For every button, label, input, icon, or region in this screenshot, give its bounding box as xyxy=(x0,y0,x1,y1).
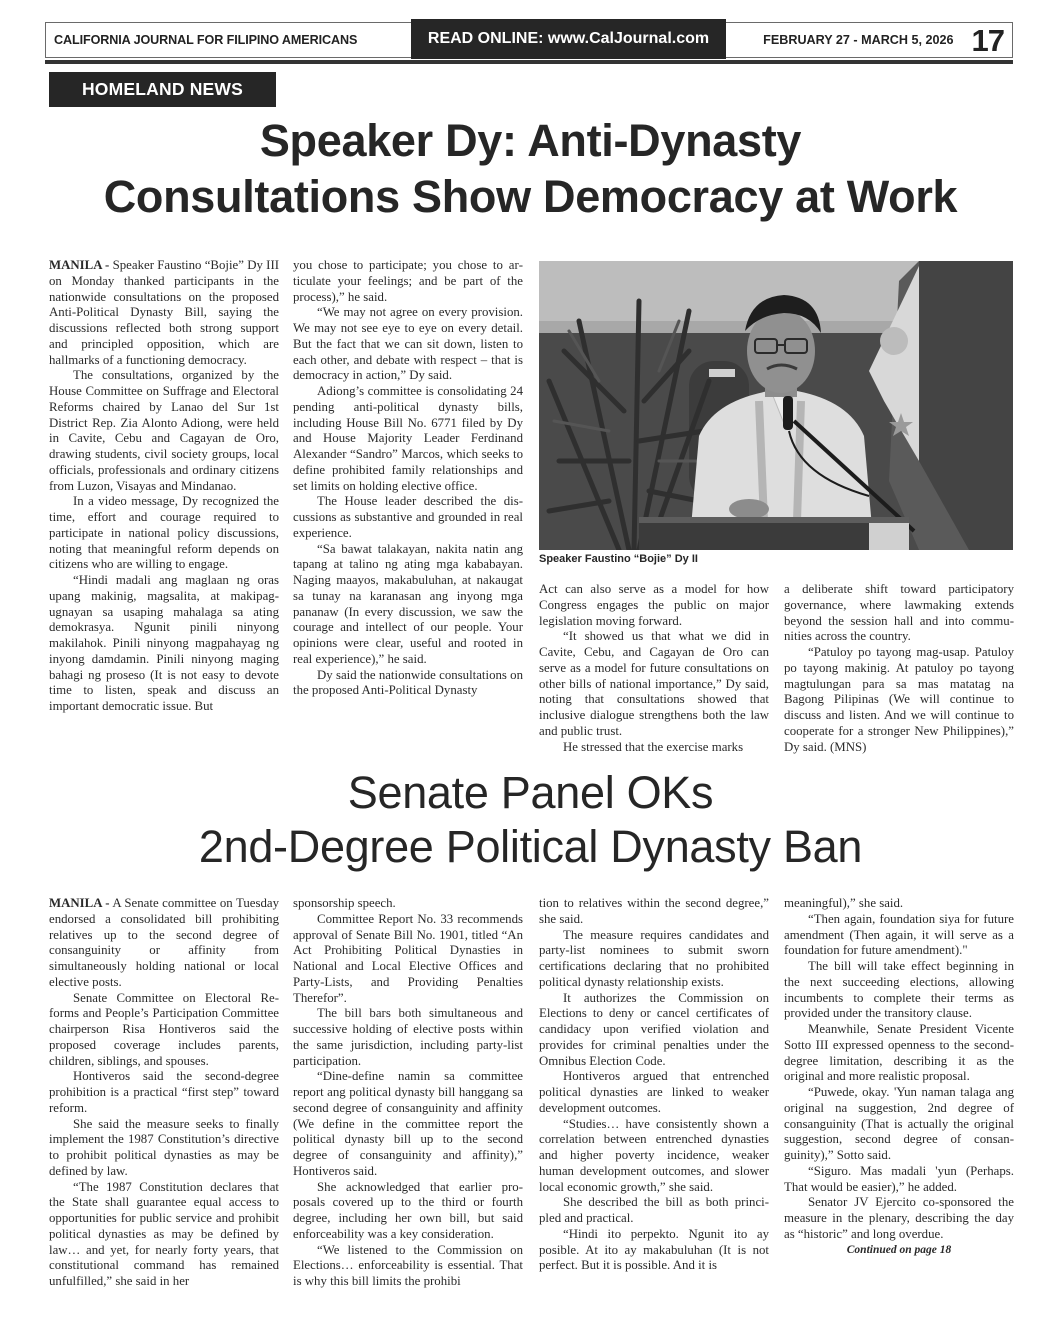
article2-column-2 xyxy=(293,896,523,1290)
article1-headline-line2: Consultations Show Democracy at Work xyxy=(103,171,958,222)
article1-column-2 xyxy=(293,258,523,699)
paragraph: Dy said the nationwide consultations on the proposed Anti-Political Dynasty xyxy=(293,667,523,698)
dateline: MANILA - xyxy=(49,896,110,910)
issue-date: FEBRUARY 27 - MARCH 5, 2026 xyxy=(763,33,954,47)
masthead-rule xyxy=(45,60,1013,64)
paragraph: you chose to participate; you chose to articulate your feelings; and be part of the process),” he said. xyxy=(293,258,523,304)
paragraph: Hontiveros argued that entrenched political dynasties are linked to weaker development outcomes. xyxy=(539,1069,769,1115)
paragraph: meaningful),” she said. xyxy=(784,896,904,910)
paragraph: “The 1987 Constitution declares that the State shall guarantee equal access to opportunities for public service and prohibit political dynasties as may be defined by law… and yet, for nearly forty years, that constitutional command has remained unfulfilled,” she said in her xyxy=(49,1179,279,1288)
dateline: MANILA - xyxy=(49,258,110,272)
article1-headline xyxy=(40,113,1021,225)
paragraph: The bill will take effect beginning in the next succeeding elections, allowing incumbents to complete their terms as provided under the transitory clause. xyxy=(784,959,1014,1021)
article2-column-4 xyxy=(784,896,1014,1258)
paragraph: The House leader described the discussions as substantive and grounded in real experience. xyxy=(293,494,523,540)
photo-caption: Speaker Faustino “Bojie” Dy II xyxy=(539,553,698,565)
publication-name: CALIFORNIA JOURNAL FOR FILIPINO AMERICANS xyxy=(54,33,358,47)
paragraph: “Hindi ito perpekto. Ngunit ito ay posible. At ito ay makabuluhan (It is not perfect. But it is possible. And it is xyxy=(539,1226,769,1273)
paragraph: sponsorship speech. xyxy=(293,896,396,910)
section-tag: HOMELAND NEWS xyxy=(49,72,276,107)
paragraph: “Dine-define namin sa committee report ang political dynasty bill hanggang sa second degree of consanguinity and affinity (We define in the committee report the political dynasty bill up to the second degree of consanguinity and affinity),” Hontiveros said. xyxy=(293,1069,523,1178)
paragraph: “Hindi madali ang maglaan ng oras upang makinig, magsalita, at makipag-ugnayan sa usaping mahalaga sa ating demokrasya. Ngunit pinili ninyong makilahok. Pinili ninyong magpahayag ng inyong damdamin. Pinili ninyong maging bahagi ng proseso (It is not easy to devote time to listen, speak and discuss an important democratic issue. But xyxy=(49,573,279,713)
issue-date-block xyxy=(726,23,1012,57)
paragraph: MANILA - Speaker Faustino “Bojie” Dy III on Monday thanked participants in the nationwide consultations on the proposed Anti-Political Dynasty Bill, saying the discussions reflected both strong support and principled opposition, which are hallmarks of a functioning democracy. xyxy=(49,258,279,367)
article1-column-4 xyxy=(784,582,1014,755)
paragraph: a deliberate shift toward participatory governance, where lawmaking extends beyond the session hall and into communities across the country. xyxy=(784,582,1014,644)
paragraph: In a video message, Dy recognized the time, effort and courage required to participate in national policy discussions, noting that meaningful reform depends on citizens who are willing to engage. xyxy=(49,494,279,572)
speaker-photo-icon xyxy=(539,261,1013,550)
paragraph: She described the bill as both principled and practical. xyxy=(539,1195,769,1225)
paragraph: “Then again, foundation siya for future amendment (Then again, it will serve as a foundation for future amendment)." xyxy=(784,911,1014,958)
paragraph: MANILA - A Senate committee on Tuesday endorsed a consolidated bill prohibiting relatives up to the second degree of consanguinity or affinity from simultaneously holding national or local elective posts. xyxy=(49,896,279,989)
paragraph: “Sa bawat talakayan, nakita natin ang tapang at talino ng ating mga kababayan. Naging maayos, makabuluhan, at nakaugat sa tunay na karanasan ang inyong mga pananaw (In every discussion, we saw the courage and intellect of our people. Your opinions were clear, useful and rooted in real experience),” he said. xyxy=(293,541,523,666)
paragraph: “Siguro. Mas madali 'yun (Perhaps. That would be easier),” he added. xyxy=(784,1163,1014,1194)
article2-column-1 xyxy=(49,896,279,1290)
paragraph: Act can also serve as a model for how Congress engages the public on major legislation moving forward. xyxy=(539,582,769,628)
article2-headline xyxy=(40,766,1021,874)
paragraph: “We listened to the Commission on Elections… enforceability is essential. That is why this bill limits the prohibi xyxy=(293,1242,523,1288)
paragraph: She acknowledged that earlier proposals covered up to the third or fourth degree, including her own bill, but said enforceability was a key consideration. xyxy=(293,1179,523,1241)
paragraph: Meanwhile, Senate President Vicente Sotto III expressed openness to the second-degree limitation, describing it as the original and more realistic proposal. xyxy=(784,1022,1014,1084)
paragraph: Committee Report No. 33 recommends approval of Senate Bill No. 1901, titled “An Act Prohibiting Political Dynasties in National and Local Elective Offices and Party-Lists, and Providing Penalties Therefor”. xyxy=(293,911,523,1005)
paragraph: “Studies… have consistently shown a correlation between entrenched dynasties and higher poverty incidence, weaker human development outcomes, and slower local economic growth,” she said. xyxy=(539,1116,769,1194)
paragraph: The consultations, organized by the House Committee on Suffrage and Electoral Reforms chaired by Lanao del Sur 1st District Rep. Zia Alonto Adiong, were held in Cavite, Cebu and Cagayan de Oro, drawing students, civil society groups, local officials, professionals and ordinary citizens from Luzon, Visayas and Mindanao. xyxy=(49,368,279,493)
article2-headline-line1: Senate Panel OKs xyxy=(347,767,714,818)
read-online-link[interactable]: READ ONLINE: www.CalJournal.com xyxy=(411,19,726,59)
article1-column-3 xyxy=(539,582,769,755)
article2-headline-line2: 2nd-Degree Political Dynasty Ban xyxy=(198,821,863,872)
paragraph: “Patuloy po tayong mag-usap. Patuloy po tayong makinig. At patuloy po tayong magtulungan para sa mas matatag na Bagong Pilipinas (We will continue to discuss and listen. And we will continue to cooperate for a stronger New Philippines),” Dy said. (MNS) xyxy=(784,645,1014,754)
paragraph: The bill bars both simultaneous and successive holding of elective posts within the same jurisdiction, including party-list participation. xyxy=(293,1006,523,1068)
article1-photo xyxy=(539,261,1013,550)
paragraph: tion to relatives within the second degree,” she said. xyxy=(539,896,769,926)
paragraph: “Puwede, okay. 'Yun naman talaga ang original na suggestion, 2nd degree of consanguinity (That is actually the original suggestion, second degree of consanguinity),” Sotto said. xyxy=(784,1085,1014,1162)
paragraph: Adiong’s committee is consolidating 24 pending anti-political dynasty bills, including House Bill No. 6771 filed by Dy and House Majority Leader Ferdinand Alexander “Sandro” Marcos, which seeks to define prohibited family relationships and set limits on holding elective office. xyxy=(293,384,523,493)
masthead xyxy=(45,22,1013,58)
page-number: 17 xyxy=(971,22,1004,58)
paragraph: It authorizes the Commission on Elections to deny or cancel certificates of candidacy upon verified violation and provides for criminal penalties under the Omnibus Election Code. xyxy=(539,990,769,1068)
paragraph: He stressed that the exercise marks xyxy=(563,739,744,754)
continued-on-link[interactable]: Continued on page 18 xyxy=(846,1243,952,1256)
article1-headline-line1: Speaker Dy: Anti-Dynasty xyxy=(259,115,802,166)
paragraph: Senate Committee on Electoral Reforms and People’s Participation Committee chairperson Risa Hontiveros said the proposed coverage includes parents, children, siblings, and spouses. xyxy=(49,990,279,1068)
paragraph: “It showed us that what we did in Cavite, Cebu, and Cagayan de Oro can serve as a model for future consultations on other bills of national importance,” Dy said, noting that consultations showed that inclusive dialogue strengthens both the law and public trust. xyxy=(539,629,769,738)
article2-column-3 xyxy=(539,896,769,1274)
paragraph: “We may not agree on every provision. We may not see eye to eye on every detail. But the fact that we can sit down, listen to each other, and debate with respect – that is democracy in action,” Dy said. xyxy=(293,305,523,383)
paragraph: Senator JV Ejercito co-sponsored the measure in the plenary, describing the day as “historic” and long overdue. xyxy=(784,1195,1014,1241)
paragraph: Hontiveros said the second-degree prohibition is a practical “first step” toward reform. xyxy=(49,1069,279,1115)
paragraph: The measure requires candidates and party-list nominees to submit sworn certifications declaring that no prohibited political dynasty relationship exists. xyxy=(539,927,769,989)
paragraph: She said the measure seeks to finally implement the 1987 Constitution’s directive to prohibit political dynasties as may be defined by law. xyxy=(49,1116,279,1178)
article1-column-1 xyxy=(49,258,279,715)
